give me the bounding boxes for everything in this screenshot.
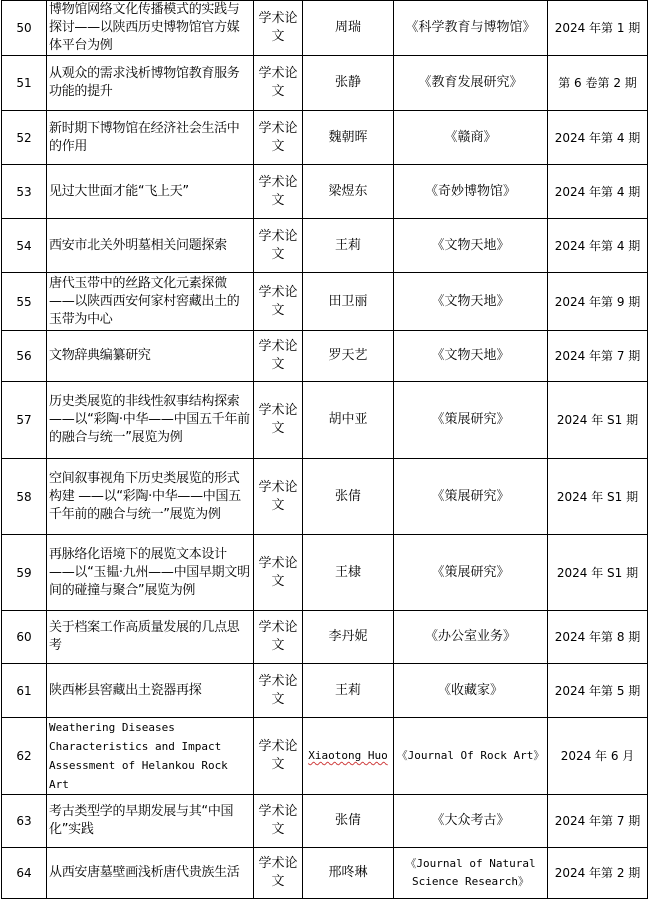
author: 罗天艺 [303,331,394,382]
paper-type: 学术论文 [254,611,303,664]
publications-table [1,0,648,899]
paper-type: 学术论文 [254,331,303,382]
row-number: 63 [2,795,47,848]
table-row [2,56,648,111]
table-row [2,535,648,611]
row-number: 50 [2,1,47,56]
paper-type: 学术论文 [254,718,303,795]
journal: 《策展研究》 [394,459,548,535]
paper-title: 考古类型学的早期发展与其“中国化”实践 [47,795,254,848]
row-number: 54 [2,219,47,273]
paper-title: 空间叙事视角下历史类展览的形式构建 ——以“彩陶·中华——中国五千年前的融合与统一”展览为例 [47,459,254,535]
paper-title: 关于档案工作高质量发展的几点思考 [47,611,254,664]
row-number: 59 [2,535,47,611]
journal: 《奇妙博物馆》 [394,165,548,219]
paper-title: 博物馆网络文化传播模式的实践与探讨——以陕西历史博物馆官方媒体平台为例 [47,1,254,56]
issue-date: 第 6 卷第 2 期 [548,56,648,111]
paper-type: 学术论文 [254,382,303,459]
paper-type: 学术论文 [254,165,303,219]
issue-date: 2024 年第 8 期 [548,611,648,664]
table-row [2,273,648,331]
table-row [2,718,648,795]
issue-date: 2024 年第 2 期 [548,848,648,899]
issue-date: 2024 年 S1 期 [548,459,648,535]
paper-type: 学术论文 [254,848,303,899]
paper-title: 西安市北关外明墓相关问题探索 [47,219,254,273]
journal: 《收藏家》 [394,664,548,718]
paper-type: 学术论文 [254,795,303,848]
table-row [2,795,648,848]
paper-title: 见过大世面才能“飞上天” [47,165,254,219]
row-number: 58 [2,459,47,535]
table-row [2,111,648,165]
row-number: 62 [2,718,47,795]
paper-type: 学术论文 [254,459,303,535]
paper-type: 学术论文 [254,1,303,56]
issue-date: 2024 年第 1 期 [548,1,648,56]
row-number: 56 [2,331,47,382]
journal: 《策展研究》 [394,535,548,611]
issue-date: 2024 年第 4 期 [548,219,648,273]
author: 王棣 [303,535,394,611]
paper-title: 从西安唐墓壁画浅析唐代贵族生活 [47,848,254,899]
paper-type: 学术论文 [254,535,303,611]
row-number: 64 [2,848,47,899]
journal: 《Journal Of Rock Art》 [394,718,548,795]
paper-type: 学术论文 [254,219,303,273]
journal: 《文物天地》 [394,331,548,382]
author: 田卫丽 [303,273,394,331]
paper-type: 学术论文 [254,273,303,331]
journal: 《赣商》 [394,111,548,165]
table-row [2,382,648,459]
author: 张倩 [303,795,394,848]
issue-date: 2024 年 S1 期 [548,535,648,611]
paper-title: 唐代玉带中的丝路文化元素探微——以陕西西安何家村窖藏出土的玉带为中心 [47,273,254,331]
author: 王莉 [303,664,394,718]
row-number: 61 [2,664,47,718]
table-row [2,1,648,56]
table-row [2,165,648,219]
paper-title: 陕西彬县窖藏出土瓷器再探 [47,664,254,718]
paper-title: Weathering Diseases Characteristics and Impact Assessment of Helankou Rock Art [47,718,254,795]
table-row [2,459,648,535]
issue-date: 2024 年 6 月 [548,718,648,795]
paper-type: 学术论文 [254,111,303,165]
row-number: 51 [2,56,47,111]
author-name-spellcheck: Xiaotong Huo [308,749,388,762]
paper-title: 新时期下博物馆在经济社会生活中的作用 [47,111,254,165]
author [303,718,394,795]
journal: 《科学教育与博物馆》 [394,1,548,56]
issue-date: 2024 年第 4 期 [548,165,648,219]
paper-title: 从观众的需求浅析博物馆教育服务功能的提升 [47,56,254,111]
paper-title: 文物辞典编纂研究 [47,331,254,382]
journal: 《教育发展研究》 [394,56,548,111]
author: 梁煜东 [303,165,394,219]
issue-date: 2024 年第 9 期 [548,273,648,331]
issue-date: 2024 年第 5 期 [548,664,648,718]
table-row [2,219,648,273]
row-number: 57 [2,382,47,459]
table-row [2,611,648,664]
row-number: 55 [2,273,47,331]
issue-date: 2024 年第 7 期 [548,331,648,382]
journal: 《办公室业务》 [394,611,548,664]
author: 张倩 [303,459,394,535]
journal: 《大众考古》 [394,795,548,848]
journal: 《文物天地》 [394,273,548,331]
author: 胡中亚 [303,382,394,459]
issue-date: 2024 年 S1 期 [548,382,648,459]
paper-title: 历史类展览的非线性叙事结构探索——以“彩陶·中华——中国五千年前的融合与统一”展览为例 [47,382,254,459]
row-number: 53 [2,165,47,219]
issue-date: 2024 年第 7 期 [548,795,648,848]
table-row [2,664,648,718]
table-row [2,848,648,899]
table-row [2,331,648,382]
row-number: 60 [2,611,47,664]
author: 李丹妮 [303,611,394,664]
author: 魏朝晖 [303,111,394,165]
row-number: 52 [2,111,47,165]
journal: 《策展研究》 [394,382,548,459]
author: 周瑞 [303,1,394,56]
author: 张静 [303,56,394,111]
paper-type: 学术论文 [254,664,303,718]
journal: 《Journal of Natural Science Research》 [394,848,548,899]
paper-title: 再脉络化语境下的展览文本设计——以“玉韫·九州——中国早期文明间的碰撞与聚合”展览为例 [47,535,254,611]
author: 王莉 [303,219,394,273]
issue-date: 2024 年第 4 期 [548,111,648,165]
paper-type: 学术论文 [254,56,303,111]
author: 邢咚琳 [303,848,394,899]
journal: 《文物天地》 [394,219,548,273]
